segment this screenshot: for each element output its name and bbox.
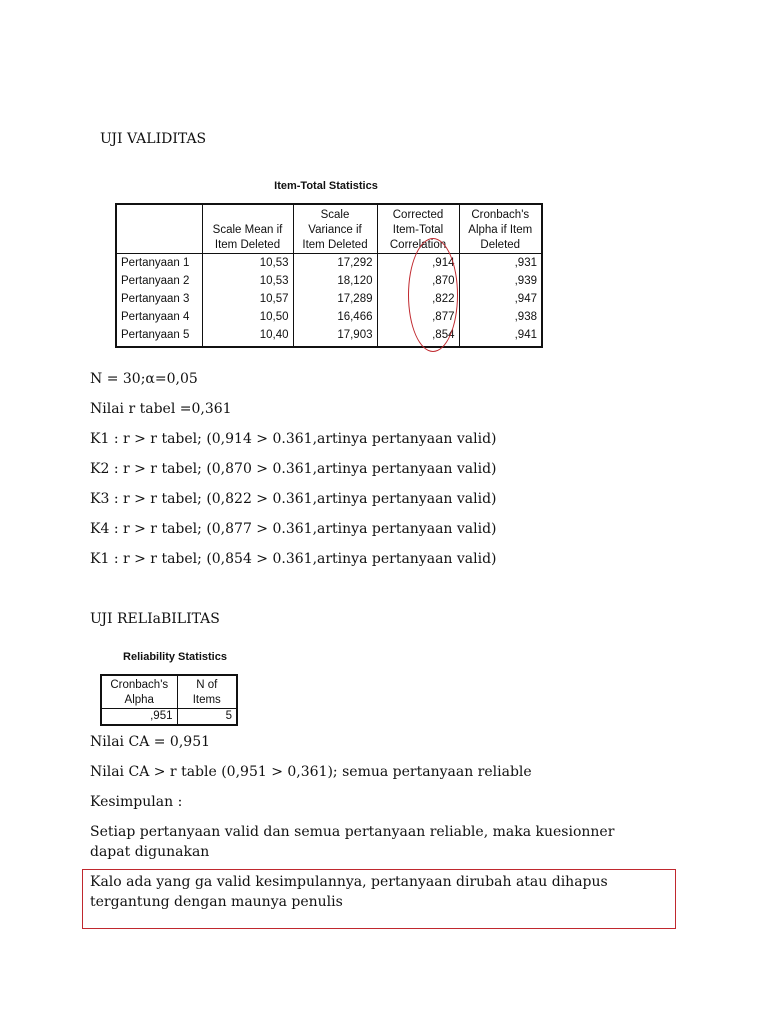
table-cell: ,914 xyxy=(377,254,459,273)
table-header-row xyxy=(101,675,237,709)
text-line: K1 : r > r tabel; (0,854 > 0.361,artinya pertanyaan valid) xyxy=(90,551,497,567)
text-line: Nilai CA > r table (0,951 > 0,361); semua pertanyaan reliable xyxy=(90,764,532,780)
text-line: Nilai r tabel =0,361 xyxy=(90,401,232,417)
table-header-row xyxy=(116,204,542,254)
text-line: K2 : r > r tabel; (0,870 > 0.361,artinya pertanyaan valid) xyxy=(90,461,497,477)
row-label: Pertanyaan 5 xyxy=(121,328,190,341)
column-header xyxy=(116,204,202,254)
table-row xyxy=(116,254,542,273)
row-label: Pertanyaan 3 xyxy=(121,292,190,305)
column-header-scale-variance: Scale Variance if Item Deleted xyxy=(293,204,377,254)
table-cell: ,938 xyxy=(459,308,542,326)
table-cell: 17,292 xyxy=(293,254,377,273)
table-cell: 10,53 xyxy=(202,254,293,273)
column-header-corrected-correlation: Corrected Item-Total Correlation xyxy=(377,204,459,254)
correlation-highlight-circle xyxy=(408,238,458,352)
conclusion-line: Setiap pertanyaan valid dan semua pertanyaan reliable, maka kuesionner xyxy=(90,824,615,840)
text-line: K1 : r > r tabel; (0,914 > 0.361,artinya pertanyaan valid) xyxy=(90,431,497,447)
heading-uji-validitas: UJI VALIDITAS xyxy=(100,131,207,147)
conclusion-line: dapat digunakan xyxy=(90,844,210,860)
column-header-cronbach-alpha: Cronbach's Alpha xyxy=(101,675,177,709)
table-cell: ,931 xyxy=(459,254,542,273)
table-cell: ,877 xyxy=(377,308,459,326)
row-label: Pertanyaan 1 xyxy=(121,256,190,269)
table-cell: ,951 xyxy=(150,710,173,722)
table-row xyxy=(101,709,237,726)
table-cell: 10,57 xyxy=(202,290,293,308)
table-cell: 16,466 xyxy=(293,308,377,326)
table-row xyxy=(116,290,542,308)
text-line: K3 : r > r tabel; (0,822 > 0.361,artinya pertanyaan valid) xyxy=(90,491,497,507)
table-cell: ,854 xyxy=(377,326,459,347)
table-cell: ,939 xyxy=(459,272,542,290)
text-line: N = 30;α=0,05 xyxy=(90,371,198,387)
table-cell: 10,53 xyxy=(202,272,293,290)
text-line: K4 : r > r tabel; (0,877 > 0.361,artinya pertanyaan valid) xyxy=(90,521,497,537)
table-cell: ,870 xyxy=(377,272,459,290)
reliability-statistics-title: Reliability Statistics xyxy=(123,651,227,663)
table-cell: 17,903 xyxy=(293,326,377,347)
table-cell: 10,50 xyxy=(202,308,293,326)
text-line: Kesimpulan : xyxy=(90,794,183,810)
table-cell: 10,40 xyxy=(202,326,293,347)
column-header-cronbach-alpha-deleted: Cronbach's Alpha if Item Deleted xyxy=(459,204,542,254)
row-label: Pertanyaan 4 xyxy=(121,310,190,323)
table-cell: ,947 xyxy=(459,290,542,308)
table-row xyxy=(116,308,542,326)
heading-uji-reliabilitas: UJI RELIaBILITAS xyxy=(90,611,220,627)
note-line: tergantung dengan maunya penulis xyxy=(90,894,343,910)
text-line: Nilai CA = 0,951 xyxy=(90,734,211,750)
reliability-statistics-table xyxy=(100,674,238,726)
table-cell: 18,120 xyxy=(293,272,377,290)
table-cell: 5 xyxy=(177,709,237,726)
table-row xyxy=(116,272,542,290)
table-cell: ,941 xyxy=(459,326,542,347)
note-line: Kalo ada yang ga valid kesimpulannya, pertanyaan dirubah atau dihapus xyxy=(90,874,608,890)
table-cell: ,822 xyxy=(377,290,459,308)
item-total-statistics-title: Item-Total Statistics xyxy=(274,180,378,192)
column-header-scale-mean: Scale Mean if Item Deleted xyxy=(202,204,293,254)
table-row xyxy=(116,326,542,347)
row-label: Pertanyaan 2 xyxy=(121,274,190,287)
item-total-statistics-table xyxy=(115,203,543,348)
column-header-n-of-items: N of Items xyxy=(177,675,237,709)
table-cell: 17,289 xyxy=(293,290,377,308)
